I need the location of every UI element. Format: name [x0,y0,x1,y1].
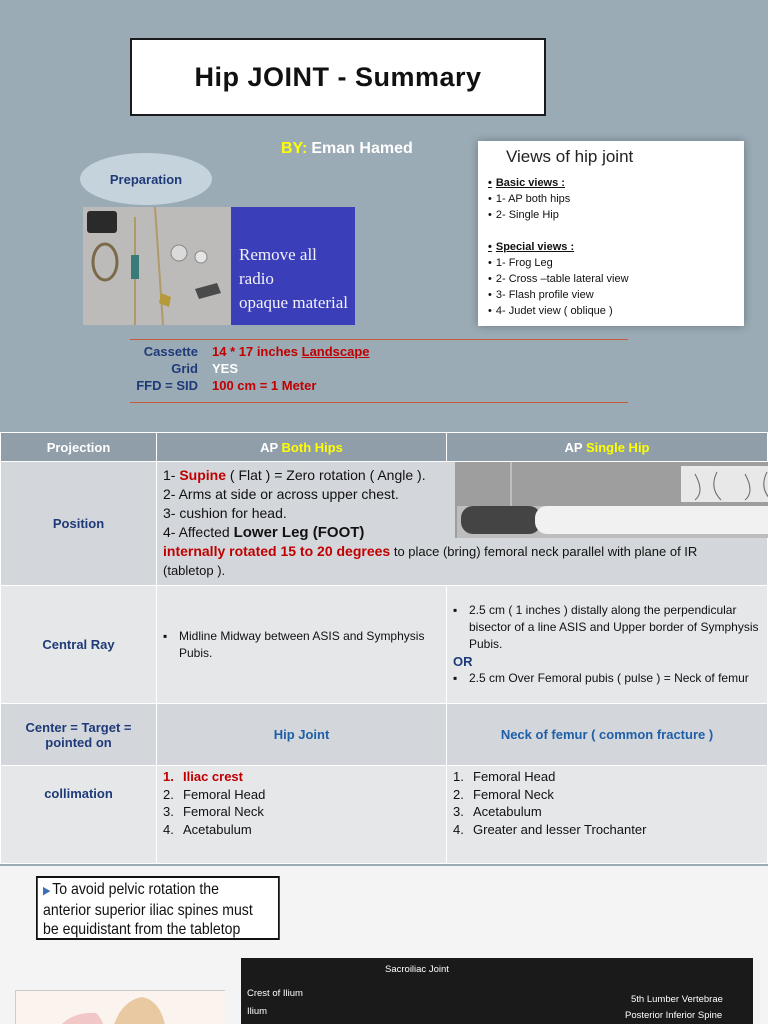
spec-cassette [130,343,628,360]
spec-ffd-value: 100 cm = 1 Meter [212,378,317,393]
hip-anatomy-icon [16,991,226,1024]
collimation-item: 2. Femoral Neck [453,786,554,802]
table-row-collimation [1,766,768,864]
collimation-item: 4. Greater and lesser Trochanter [453,821,647,837]
position-line-2: 2- Arms at side or across upper chest. [163,486,399,502]
header-ap-single-hip: AP Single Hip [447,433,768,462]
header-ap-both-hips: AP Both Hips [157,433,447,462]
views-list [488,175,734,319]
collimation-single [447,766,768,864]
spec-cassette-value: 14 * 17 inches Landscape [212,344,370,359]
arrow-icon: ▶ [43,885,51,897]
xray-label-posterior: Posterior Inferior Spine [625,1010,723,1021]
special-views-heading: • Special views : [488,239,734,255]
central-ray-single: ▪ 2.5 cm ( 1 inches ) distally along the perpendicular bisector of a line ASIS and Upper border of Symphysis Pubis. OR ▪ 2.5 cm Over Femoral pubis ( pulse ) = Neck of femur [447,586,768,704]
views-title: Views of hip joint [506,147,634,166]
collimation-item: 3. Acetabulum [453,804,542,819]
xray-label-sacroiliac: Sacroiliac Joint [385,964,449,975]
anatomy-illustration [15,990,225,1024]
special-view-item: • 3- Flash profile view [488,287,734,303]
position-label: Position [1,462,157,586]
author-name: Eman Hamed [311,140,413,157]
xray-label-lumbar: 5th Lumber Vertebrae [631,994,723,1005]
collimation-item: 1. Femoral Head [453,769,556,784]
preparation-photo [83,207,355,325]
xray-label-ilium: Ilium [247,1006,268,1017]
pelvis-xray-image [241,958,753,1024]
special-view-item: • 4- Judet view ( oblique ) [488,303,734,319]
position-text [157,462,768,586]
spec-grid-label: Grid [171,361,198,376]
page-title: Hip JOINT - Summary [130,38,546,116]
table-header-row [1,433,768,462]
center-label: Center = Target = pointed on [1,704,157,766]
note-line-2: anterior superior iliac spines must [43,902,253,919]
photo-caption-line-1: Remove all radio [239,245,317,288]
note-line-1: ▶ To avoid pelvic rotation the [43,881,219,898]
center-single: Neck of femur ( common fracture ) [447,704,768,766]
exposure-specs [130,339,628,403]
views-card [478,141,744,326]
basic-view-item: • 1- AP both hips [488,191,734,207]
author-line [281,140,413,158]
collimation-item: 2. Femoral Head [163,786,266,802]
spec-ffd-label: FFD = SID [136,378,198,393]
central-ray-or: OR [453,654,473,669]
author-by-label: BY: [281,140,308,157]
spec-grid-value: YES [212,361,239,376]
spec-cassette-orientation: Landscape [301,344,370,359]
metal-objects-icon [83,207,231,325]
pelvic-rotation-note [36,876,280,940]
table-row-position [1,462,768,586]
xray-label-crest: Crest of Ilium [247,988,303,999]
patient-position-image [455,462,768,538]
basic-views-heading: • Basic views : [488,175,734,191]
basic-view-item: • 2- Single Hip [488,207,734,223]
central-ray-both: ▪ Midline Midway between ASIS and Symphysis Pubis. [157,586,447,704]
collimation-item: 3. Femoral Neck [163,804,264,819]
collimation-item: 1. Iliac crest [163,769,243,784]
projection-table [0,432,768,864]
metal-objects-image [83,207,231,325]
collimation-both [157,766,447,864]
spec-grid [130,360,628,377]
preparation-photo-caption [231,207,355,325]
spec-ffd [130,377,628,394]
note-line-3: be equidistant from the tabletop [43,921,241,938]
spec-cassette-label: Cassette [143,344,198,359]
position-line-6: (tabletop ). [163,563,226,578]
center-both: Hip Joint [157,704,447,766]
photo-caption-line-2: opaque material [239,293,349,312]
table-row-center [1,704,768,766]
table-row-central-ray [1,586,768,704]
position-line-3: 3- cushion for head. [163,505,287,521]
special-view-item: • 1- Frog Leg [488,255,734,271]
patient-supine-icon [455,462,768,538]
collimation-item: 4. Acetabulum [163,821,252,837]
special-view-item: • 2- Cross –table lateral view [488,271,734,287]
central-ray-label: Central Ray [1,586,157,704]
preparation-bubble: Preparation [80,153,212,205]
bottom-section [0,866,768,1024]
header-projection: Projection [1,433,157,462]
position-line-1: 1- Supine ( Flat ) = Zero rotation ( Angle ). [163,467,426,483]
position-line-4: 4- Affected Lower Leg (FOOT) [163,524,365,541]
collimation-label: collimation [1,766,157,864]
position-line-5: internally rotated 15 to 20 degrees to place (bring) femoral neck parallel with plane of IR [163,543,698,559]
